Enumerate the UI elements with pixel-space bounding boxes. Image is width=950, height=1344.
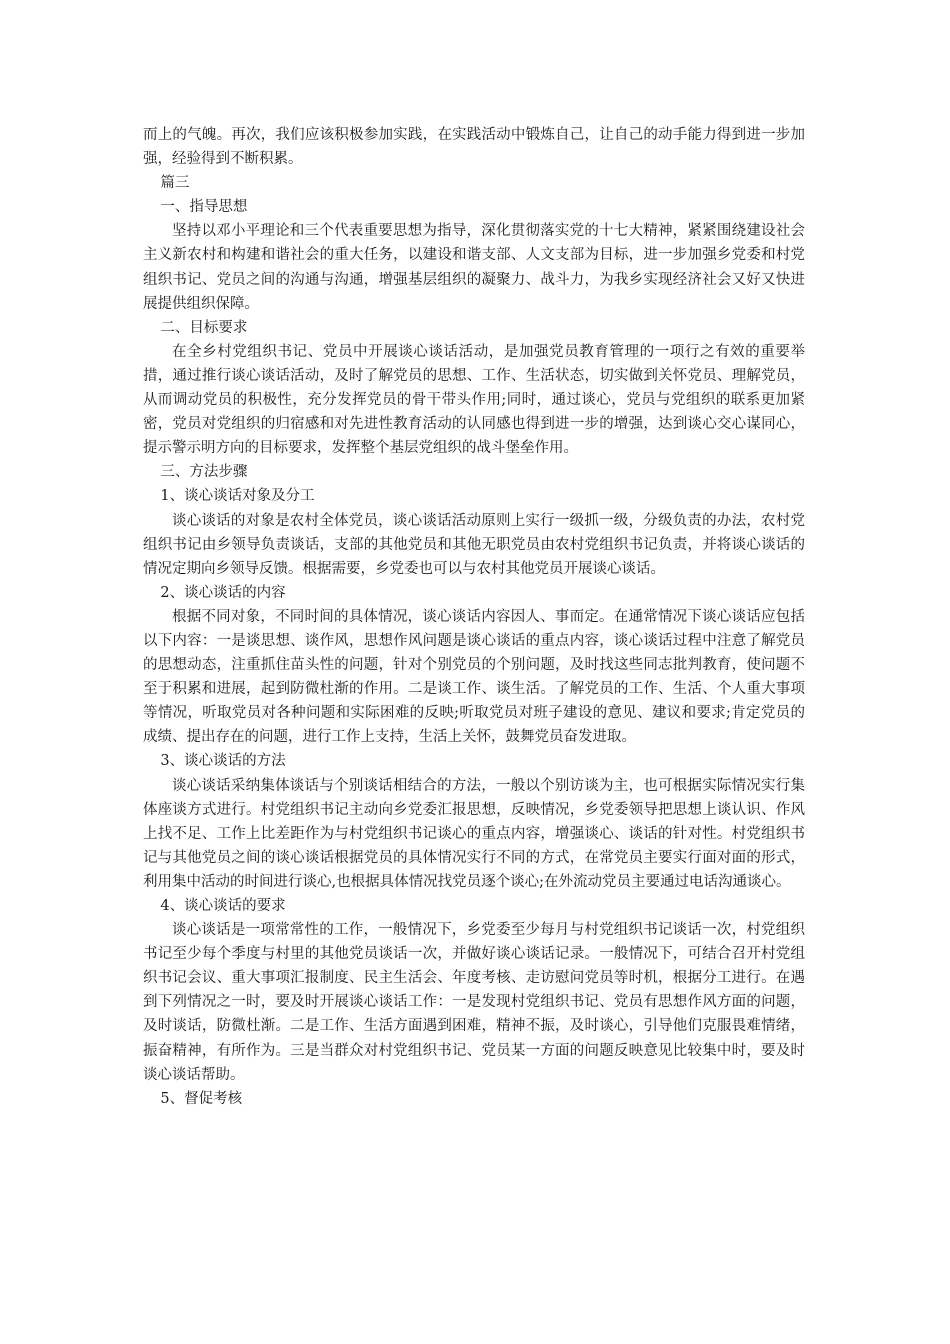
paragraph-goals: 在全乡村党组织书记、党员中开展谈心谈话活动，是加强党员教育管理的一项行之有效的重要举措，通过推行谈心谈话活动，及时了解党员的思想、工作、生活状态，切实做到关怀党员、理解党员，从而调动党员的积极性，充分发挥党员的骨干带头作用;同时，通过谈心，党员与党组织的联系更加紧密，党员对党组织的归宿感和对先进性教育活动的认同感也得到进一步的增强，达到谈心交心谋同心，提示警示明方向的目标要求，发挥整个基层党组织的战斗堡垒作用。 <box>143 343 805 457</box>
subheading-method: 3、谈心谈话的方法 <box>160 753 286 770</box>
heading-methods: 三、方法步骤 <box>160 464 248 481</box>
section-title: 篇三 <box>160 175 190 192</box>
paragraph-guiding-ideology: 坚持以邓小平理论和三个代表重要思想为指导，深化贯彻落实党的十七大精神，紧紧围绕建设社会主义新农村和构建和谐社会的重大任务，以建设和谐支部、人文支部为目标，进一步加强乡党委和村党组织书记、党员之间的沟通与沟通，增强基层组织的凝聚力、战斗力，为我乡实现经济社会又好又快进展提供组织保障。 <box>143 223 805 312</box>
paragraph-targets: 谈心谈话的对象是农村全体党员，谈心谈话活动原则上实行一级抓一级，分级负责的办法，农村党组织书记由乡领导负责谈话，支部的其他党员和其他无职党员由农村党组织书记负责，并将谈心谈话的情况定期向乡领导反馈。根据需要，乡党委也可以与农村其他党员开展谈心谈话。 <box>143 512 805 577</box>
subheading-requirements: 4、谈心谈话的要求 <box>160 898 286 914</box>
heading-goals: 二、目标要求 <box>160 319 248 336</box>
subheading-targets: 1、谈心谈话对象及分工 <box>160 488 315 505</box>
heading-guiding-ideology: 一、指导思想 <box>160 199 248 216</box>
subheading-supervision: 5、督促考核 <box>160 1090 243 1107</box>
paragraph-requirements: 谈心谈话是一项常常性的工作，一般情况下，乡党委至少每月与村党组织书记谈话一次，村党组织书记至少每个季度与村里的其他党员谈话一次，并做好谈心谈话记录。一般情况下，可结合召开村党组织书记会议、重大事项汇报制度、民主生活会、年度考核、走访慰问党员等时机，根据分工进行。在遇到下列情况之一时，要及时开展谈心谈话工作：一是发现村党组织书记、党员有思想作风方面的问题，及时谈话，防微杜渐。二是工作、生活方面遇到困难，精神不振，及时谈心，引导他们克服畏难情绪，振奋精神，有所作为。三是当群众对村党组织书记、党员某一方面的问题反映意见比较集中时，要及时谈心谈话帮助。 <box>143 922 805 1083</box>
paragraph-method: 谈心谈话采纳集体谈话与个别谈话相结合的方法，一般以个别访谈为主，也可根据实际情况实行集体座谈方式进行。村党组织书记主动向乡党委汇报思想，反映情况，乡党委领导把思想上谈认识、作风上找不足、工作上比差距作为与村党组织书记谈心的重点内容，增强谈心、谈话的针对性。村党组织书记与其他党员之间的谈心谈话根据党员的具体情况实行不同的方式，在常党员主要实行面对面的形式，利用集中活动的时间进行谈心,也根据具体情况找党员逐个谈心;在外流动党员主要通过电话沟通谈心。 <box>143 777 805 890</box>
document-page <box>143 123 805 1111</box>
paragraph-content: 根据不同对象，不同时间的具体情况，谈心谈话内容因人、事而定。在通常情况下谈心谈话应包括以下内容：一是谈思想、谈作风，思想作风问题是谈心谈话的重点内容，谈心谈话过程中注意了解党员的思想动态，注重抓住苗头性的问题，针对个别党员的个别问题，及时找这些同志批判教育，使问题不至于积累和进展，起到防微杜渐的作用。二是谈工作、谈生活。了解党员的工作、生活、个人重大事项等情况，听取党员对各种问题和实际困难的反映;听取党员对班子建设的意见、建议和要求;肯定党员的成绩、提出存在的问题，进行工作上支持，生活上关怀，鼓舞党员奋发进取。 <box>143 608 805 746</box>
subheading-content: 2、谈心谈话的内容 <box>160 584 286 601</box>
opening-paragraph: 而上的气魄。再次，我们应该积极参加实践，在实践活动中锻炼自己，让自己的动手能力得到进一步加强，经验得到不断积累。 <box>143 127 805 168</box>
